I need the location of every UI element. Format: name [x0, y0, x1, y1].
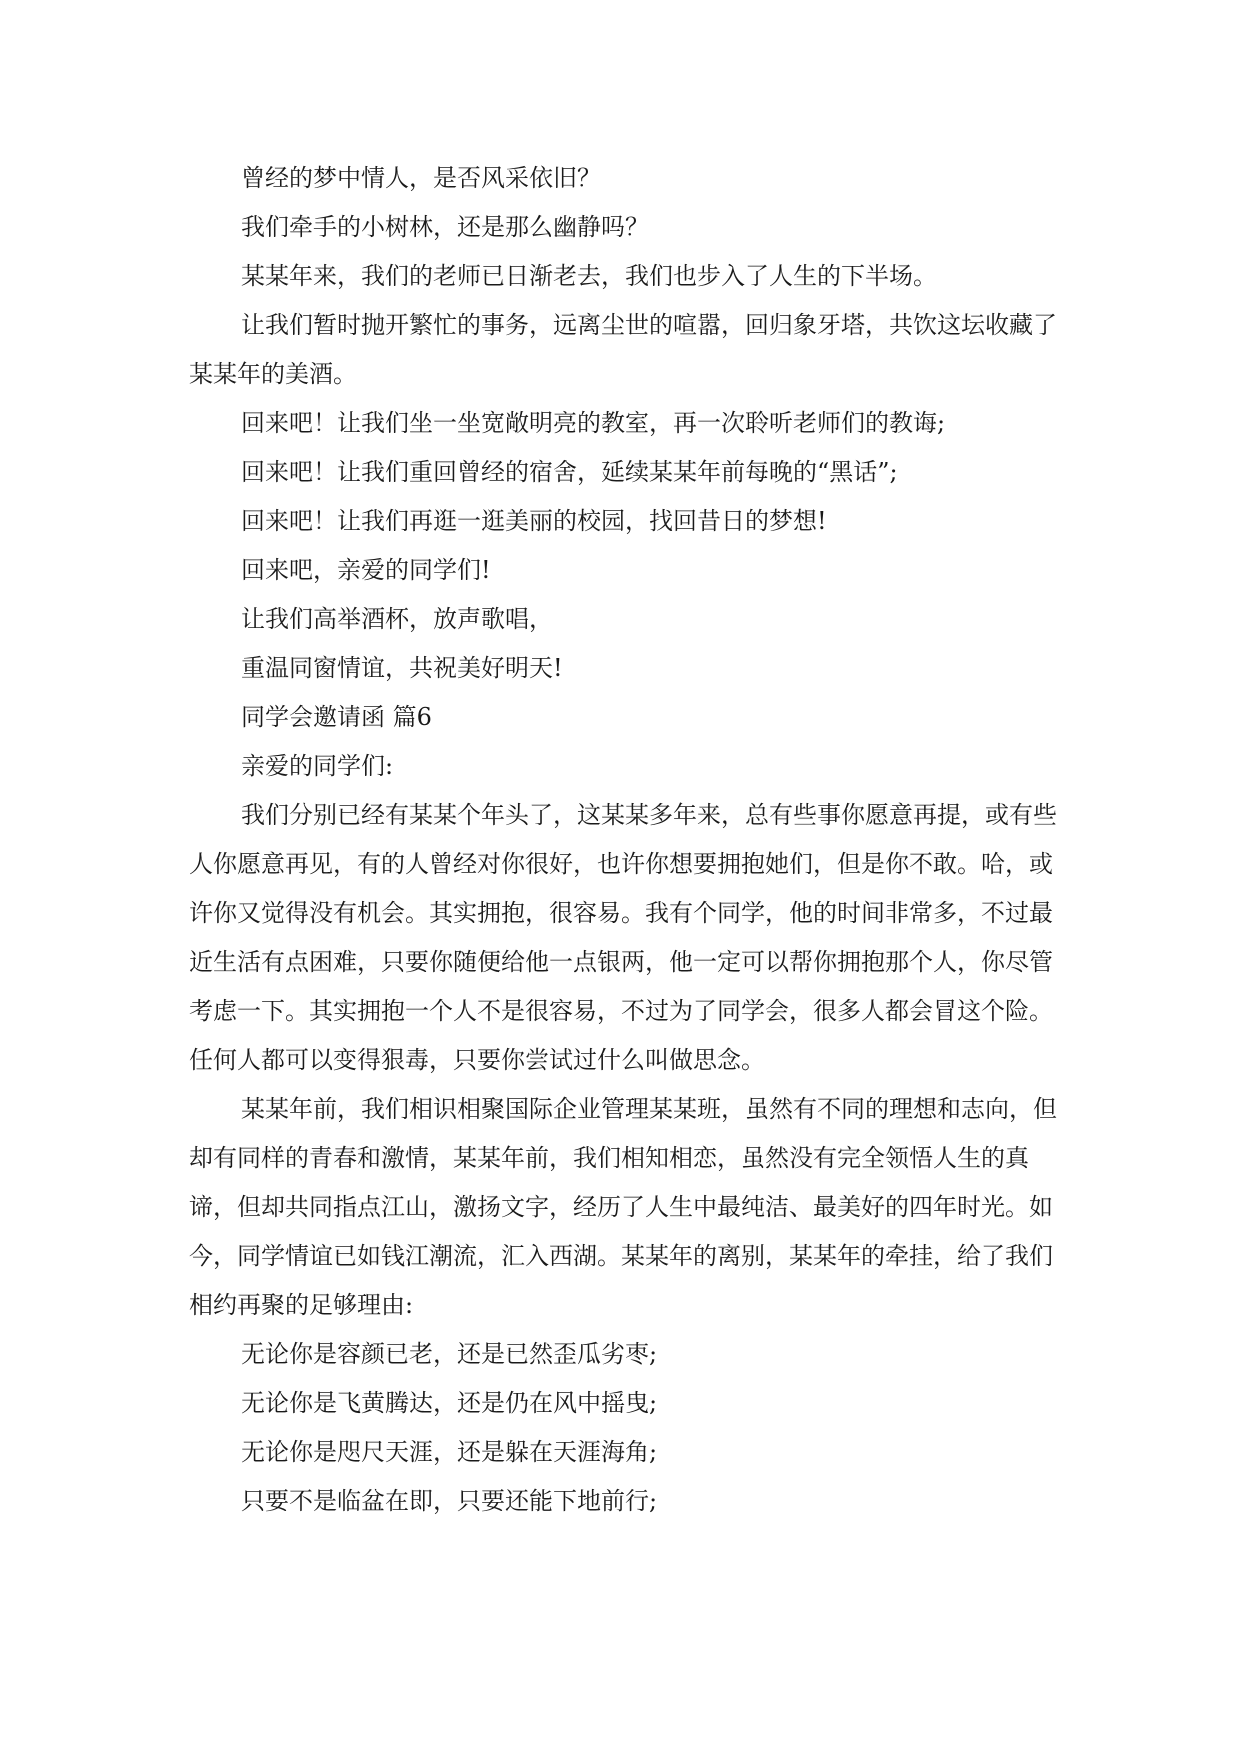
paragraph: 让我们暂时抛开繁忙的事务，远离尘世的喧嚣，回归象牙塔，共饮这坛收藏了某某年的美酒。: [189, 311, 1057, 388]
paragraph: 我们牵手的小树林，还是那么幽静吗？: [241, 213, 649, 241]
paragraph: 无论你是飞黄腾达，还是仍在风中摇曳;: [241, 1389, 658, 1417]
paragraph: 曾经的梦中情人，是否风采依旧？: [241, 164, 601, 192]
paragraph: 某某年来，我们的老师已日渐老去，我们也步入了人生的下半场。: [241, 262, 937, 290]
paragraph: 重温同窗情谊，共祝美好明天!: [241, 654, 563, 682]
paragraph: 我们分别已经有某某个年头了，这某某多年来，总有些事你愿意再提，或有些人你愿意再见，有的人曾经对你很好，也许你想要拥抱她们，但是你不敢。哈，或许你又觉得没有机会。其实拥抱，很容易。我有个同学，他的时间非常多，不过最近生活有点困难，只要你随便给他一点银两，他一定可以帮你拥抱那个人，你尽管考虑一下。其实拥抱一个人不是很容易，不过为了同学会，很多人都会冒这个险。 任何人都可以变得狠毒，只要你尝试过什么叫做思念。: [189, 801, 1057, 1074]
document-body: [189, 154, 1059, 1526]
paragraph: 无论你是容颜已老，还是已然歪瓜劣枣;: [241, 1340, 658, 1368]
paragraph: 回来吧！让我们坐一坐宽敞明亮的教室，再一次聆听老师们的教诲;: [241, 409, 946, 437]
salutation: 亲爱的同学们:: [241, 752, 394, 780]
paragraph: 无论你是咫尺天涯，还是躲在天涯海角;: [241, 1438, 658, 1466]
paragraph: 回来吧，亲爱的同学们!: [241, 556, 491, 584]
paragraph: 让我们高举酒杯，放声歌唱，: [241, 605, 553, 633]
paragraph: 回来吧！让我们再逛一逛美丽的校园，找回昔日的梦想!: [241, 507, 827, 535]
section-heading: 同学会邀请函 篇6: [241, 703, 432, 731]
paragraph: 回来吧！让我们重回曾经的宿舍，延续某某年前每晚的“黑话”;: [241, 458, 898, 486]
paragraph: 只要不是临盆在即，只要还能下地前行;: [241, 1487, 658, 1515]
paragraph: 某某年前，我们相识相聚国际企业管理某某班，虽然有不同的理想和志向，但却有同样的青春和激情，某某年前，我们相知相恋，虽然没有完全领悟人生的真谛，但却共同指点江山，激扬文字，经历了人生中最纯洁、最美好的四年时光。如今，同学情谊已如钱江潮流，汇入西湖。某某年的离别，某某年的牵挂，给了我们相约再聚的足够理由:: [189, 1095, 1057, 1319]
